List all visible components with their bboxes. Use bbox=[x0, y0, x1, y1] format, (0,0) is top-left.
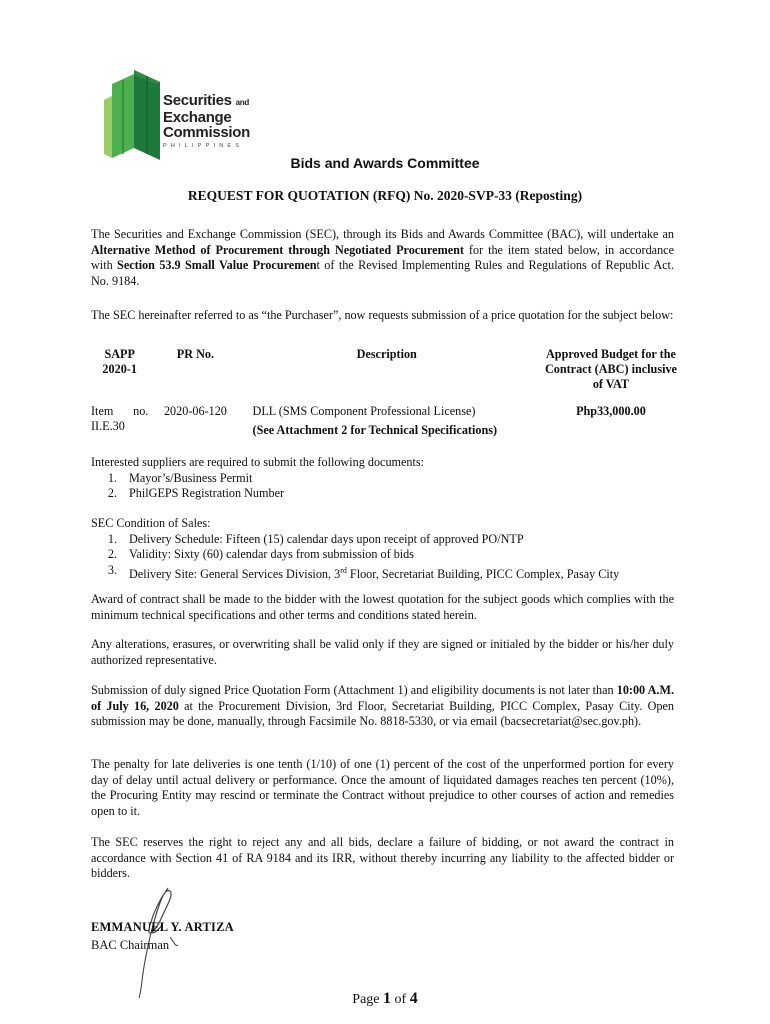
list-item-num: 1. bbox=[107, 470, 117, 485]
logo-line3: Commission bbox=[163, 124, 251, 141]
list-item-text: Validity: Sixty (60) calendar days from submission of bids bbox=[129, 547, 415, 562]
purchaser-paragraph: The SEC hereinafter referred to as “the Purchaser”, now requests submission of a price quotation for the subject below: bbox=[91, 308, 674, 322]
list-item-num: 1. bbox=[107, 531, 117, 546]
quotation-table bbox=[91, 336, 681, 438]
submission-deadline: 10:00 A.M. of July 16, 2020 bbox=[91, 683, 674, 713]
cell-pr-no-text: 2020-06-120 bbox=[163, 404, 227, 418]
cell-description-text: DLL (SMS Component Professional License) bbox=[252, 404, 476, 418]
table-row bbox=[91, 392, 681, 438]
list-item-text: PhilGEPS Registration Number bbox=[129, 486, 285, 501]
intro-text-a: The Securities and Exchange Commission (SEC), through its Bids and Awards Committee (BAC), will undertake an bbox=[91, 227, 674, 241]
list-item bbox=[91, 471, 424, 487]
conditions-intro: SEC Condition of Sales: bbox=[91, 516, 211, 530]
list-item-text: Mayor’s/Business Permit bbox=[129, 470, 253, 485]
list-item-num: 3. bbox=[107, 562, 117, 577]
signatory-name: EMMANUEL Y. ARTIZA bbox=[91, 920, 234, 934]
logo-line2: Exchange bbox=[163, 109, 232, 126]
logo-line1: Securities bbox=[163, 92, 232, 109]
penalty-paragraph: The penalty for late deliveries is one tenth (1/10) of one (1) percent of the cost of the unperformed portion for every day of delay until actual delivery or performance. Once the amount of liquidated damages reaches ten percent (10%), the Procuring Entity may rescind or terminate the Contract without prejudice to other courses of action and remedies open to it. bbox=[91, 757, 674, 818]
submission-text-a: Submission of duly signed Price Quotation Form (Attachment 1) and eligibility documents is not later than bbox=[91, 683, 617, 697]
header-abc bbox=[531, 336, 681, 392]
page-number bbox=[0, 990, 770, 1008]
list-item-num: 2. bbox=[107, 486, 117, 501]
cell-description bbox=[243, 392, 531, 438]
sec-logo-wordmark bbox=[163, 93, 250, 149]
submission-paragraph bbox=[91, 683, 674, 730]
logo-country: PHILIPPINES bbox=[163, 143, 244, 149]
committee-heading: Bids and Awards Committee bbox=[290, 155, 480, 171]
reserve-paragraph: The SEC reserves the right to reject any and all bids, declare a failure of bidding, or not award the contract in accordance with Section 41 of RA 9184 and its IRR, without thereby incurring any liability to the affected bidder or bidders. bbox=[91, 835, 674, 881]
intro-text-c: for the item stated below, in accordance with bbox=[91, 242, 674, 273]
intro-paragraph bbox=[91, 227, 674, 289]
header-sapp-text: SAPP 2020-1 bbox=[102, 347, 137, 376]
list-item bbox=[91, 547, 619, 563]
logo-line1-small: and bbox=[235, 98, 249, 107]
delivery-site-b: Floor, Secretariat Building, PICC Complex, Pasay City bbox=[346, 566, 620, 581]
header-abc-text: Approved Budget for the Contract (ABC) inclusive of VAT bbox=[544, 347, 677, 391]
page-of: of bbox=[394, 992, 407, 1007]
header-sapp bbox=[91, 336, 148, 392]
documents-intro: Interested suppliers are required to submit the following documents: bbox=[91, 455, 425, 469]
page-total: 4 bbox=[409, 990, 418, 1007]
page-current: 1 bbox=[383, 990, 392, 1007]
cell-item bbox=[91, 392, 148, 438]
header-description-text: Description bbox=[356, 347, 417, 361]
list-item-text: Delivery Schedule: Fifteen (15) calendar days upon receipt of approved PO/NTP bbox=[129, 531, 524, 546]
page-word: Page bbox=[352, 992, 380, 1007]
signatory-role: BAC Chairman bbox=[91, 938, 170, 952]
intro-text-e: t of the Revised Implementing Rules and Regulations of Republic Act. No. 9184. bbox=[91, 258, 674, 288]
attachment-note: (See Attachment 2 for Technical Specifications) bbox=[252, 423, 498, 437]
intro-text-bold-d: Section 53.9 Small Value Procuremen bbox=[117, 258, 317, 273]
intro-text-bold-b: Alternative Method of Procurement through Negotiated Procurement bbox=[91, 242, 464, 257]
cell-item-text: Item no. II.E.30 bbox=[91, 404, 149, 433]
alterations-paragraph: Any alterations, erasures, or overwriting shall be valid only if they are signed or initialed by the bidder or his/her duly authorized representative. bbox=[91, 637, 674, 667]
award-paragraph: Award of contract shall be made to the bidder with the lowest quotation for the subject goods which complies with the minimum technical specifications and other terms and conditions stated herein. bbox=[91, 592, 674, 622]
rfq-title: REQUEST FOR QUOTATION (RFQ) No. 2020-SVP-33 (Reposting) bbox=[187, 188, 583, 203]
header-description bbox=[243, 336, 531, 392]
header-pr bbox=[148, 336, 242, 392]
delivery-site-a: Delivery Site: General Services Division, 3 bbox=[129, 566, 341, 581]
delivery-site-sup: rd bbox=[340, 565, 347, 575]
list-item bbox=[91, 563, 619, 583]
conditions-list bbox=[91, 516, 619, 582]
list-item-num: 2. bbox=[107, 547, 117, 562]
cell-abc bbox=[531, 392, 681, 438]
list-item bbox=[91, 486, 424, 502]
submission-text-c: at the Procurement Division, 3rd Floor, Secretariat Building, PICC Complex, Pasay City. Open submission may be done, manually, through Facsimile No. 8818-5330, or via email (bacsecretariat@sec.gov.ph). bbox=[91, 698, 674, 729]
table-header-row bbox=[91, 336, 681, 392]
header-pr-text: PR No. bbox=[176, 347, 215, 361]
cell-pr-no bbox=[148, 392, 242, 438]
cell-abc-text: Php33,000.00 bbox=[576, 404, 646, 418]
documents-list bbox=[91, 455, 424, 502]
list-item-text bbox=[129, 563, 619, 583]
list-item bbox=[91, 532, 619, 548]
